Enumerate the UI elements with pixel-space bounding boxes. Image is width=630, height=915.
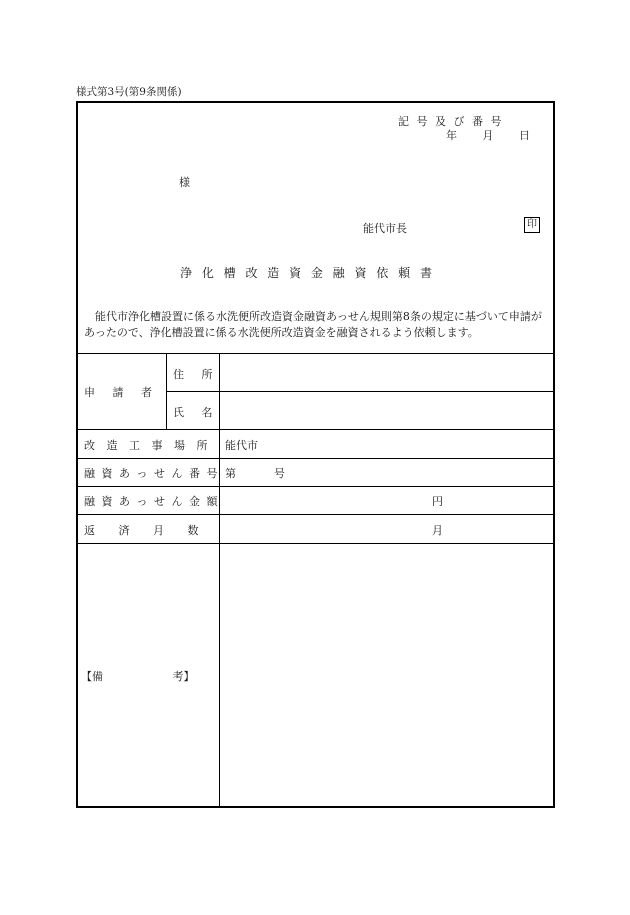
- request-body-text: 能代市浄化槽設置に係る水洗便所改造資金融資あっせん規則第8条の規定に基づいて申請があったので、浄化槽設置に係る水洗便所改造資金を融資されるよう依頼します。: [84, 310, 542, 339]
- repayment-months-unit: 月: [432, 524, 443, 537]
- loan-amount-label: 融 資 あ っ せ ん 金 額: [84, 495, 218, 508]
- remarks-label: 【備 考】: [81, 670, 195, 683]
- form-number-label: 様式第3号(第9条関係): [76, 86, 182, 98]
- record-number-label: 記 号 及 び 番 号: [398, 115, 502, 128]
- remarks-field[interactable]: [220, 544, 550, 804]
- address-label: 住 所: [173, 368, 213, 381]
- addressee-suffix: 様: [179, 176, 190, 189]
- issuer-label: 能代市長: [363, 222, 407, 235]
- name-field[interactable]: [220, 392, 550, 428]
- name-label: 氏 名: [173, 406, 213, 419]
- loan-number-label: 融 資 あ っ せ ん 番 号: [84, 467, 218, 480]
- request-form: [76, 101, 555, 808]
- loan-number-suffix: 号: [274, 467, 285, 480]
- repayment-months-label: 返 済 月 数: [84, 524, 199, 537]
- loan-number-prefix: 第: [225, 467, 236, 480]
- address-field[interactable]: [220, 354, 550, 390]
- construction-site-value: 能代市: [225, 439, 258, 452]
- loan-amount-unit: 円: [432, 495, 443, 508]
- seal-stamp-box: 印: [524, 217, 540, 233]
- construction-site-label: 改 造 工 事 場 所: [84, 439, 208, 452]
- document-title: 浄 化 槽 改 造 資 金 融 資 依 頼 書: [180, 266, 432, 280]
- date-label: 年 月 日: [446, 129, 530, 142]
- applicant-label: 申 請 者: [84, 386, 152, 399]
